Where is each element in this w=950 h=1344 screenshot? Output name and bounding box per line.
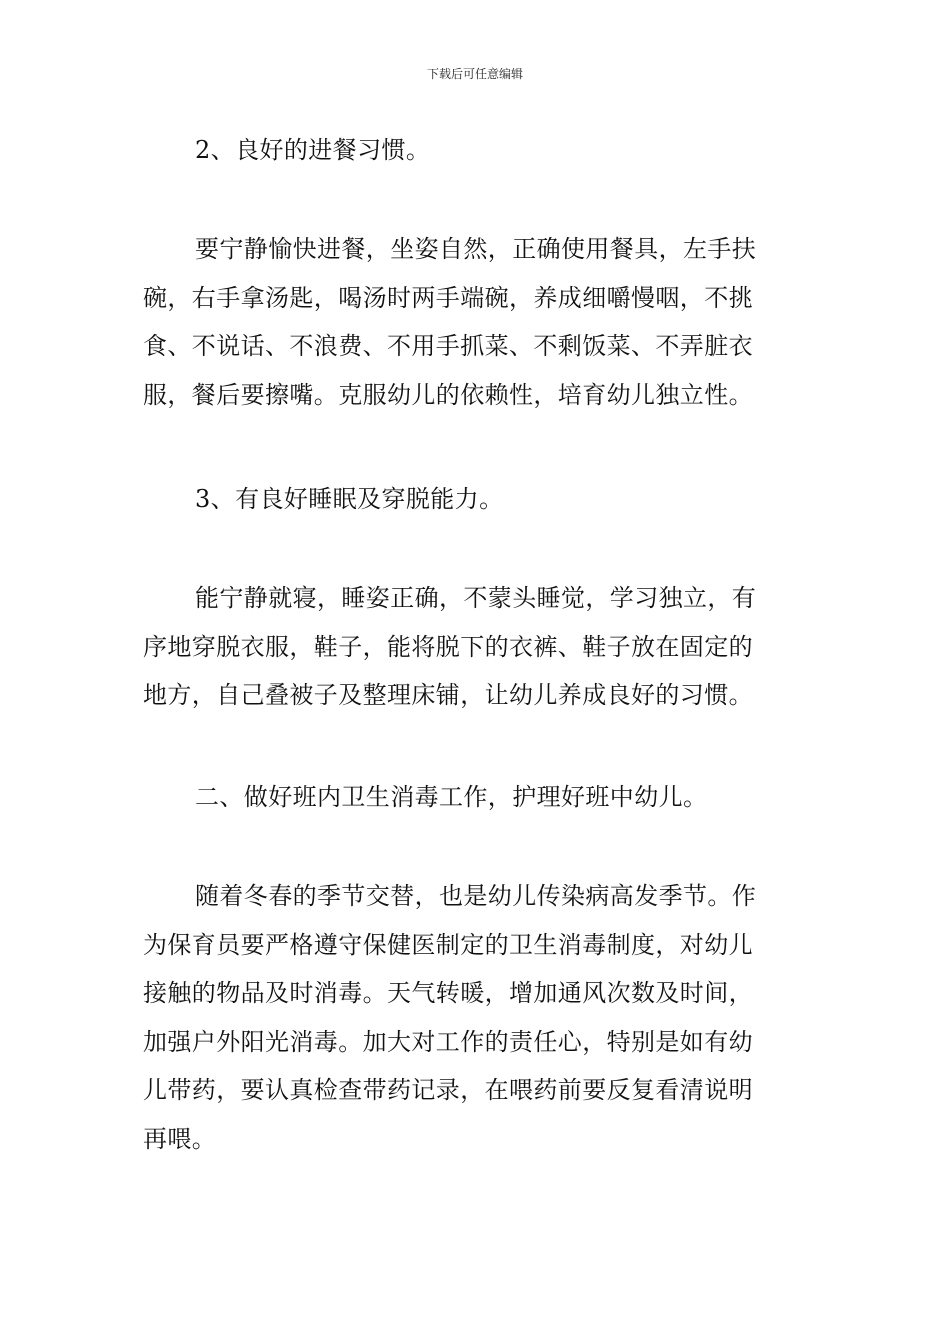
section-heading-sleep-dressing <box>143 475 807 524</box>
paragraph-line: 服，餐后要擦嘴。克服幼儿的依赖性，培育幼儿独立性。 <box>143 380 753 409</box>
paragraph-line: 二、做好班内卫生消毒工作，护理好班中幼儿。 <box>195 783 708 811</box>
paragraph-eating-habits <box>143 225 807 419</box>
paragraph-line: 地方，自己叠被子及整理床铺，让幼儿养成良好的习惯。 <box>143 681 753 709</box>
paragraph-sleep-dressing <box>143 574 807 720</box>
paragraph-line: 要宁静愉快进餐，坐姿自然，正确使用餐具，左手扶 <box>195 235 757 263</box>
paragraph-hygiene <box>143 872 807 1163</box>
paragraph-line: 儿带药，要认真检查带药记录，在喂药前要反复看清说明 <box>143 1076 753 1104</box>
page-header: 下载后可任意编辑 <box>426 67 523 81</box>
section-heading-hygiene <box>143 773 807 822</box>
paragraph-line: 为保育员要严格遵守保健医制定的卫生消毒制度，对幼儿 <box>143 930 753 959</box>
paragraph-line: 食、不说话、不浪费、不用手抓菜、不剩饭菜、不弄脏衣 <box>143 332 753 360</box>
section-heading-eating-habits <box>143 126 807 175</box>
paragraph-line: 3、有良好睡眠及穿脱能力。 <box>195 485 504 513</box>
paragraph-line: 加强户外阳光消毒。加大对工作的责任心，特别是如有幼 <box>143 1027 753 1056</box>
paragraph-line: 序地穿脱衣服，鞋子，能将脱下的衣裤、鞋子放在固定的 <box>143 632 753 661</box>
paragraph-line: 接触的物品及时消毒。天气转暖，增加通风次数及时间， <box>143 979 753 1007</box>
paragraph-line: 随着冬春的季节交替，也是幼儿传染病高发季节。作 <box>195 882 757 910</box>
paragraph-line: 再喂。 <box>143 1124 217 1153</box>
paragraph-line: 2、良好的进餐习惯。 <box>195 136 431 164</box>
paragraph-line: 能宁静就寝，睡姿正确，不蒙头睡觉，学习独立，有 <box>195 584 757 612</box>
paragraph-line: 碗，右手拿汤匙，喝汤时两手端碗，养成细嚼慢咽，不挑 <box>143 283 753 312</box>
